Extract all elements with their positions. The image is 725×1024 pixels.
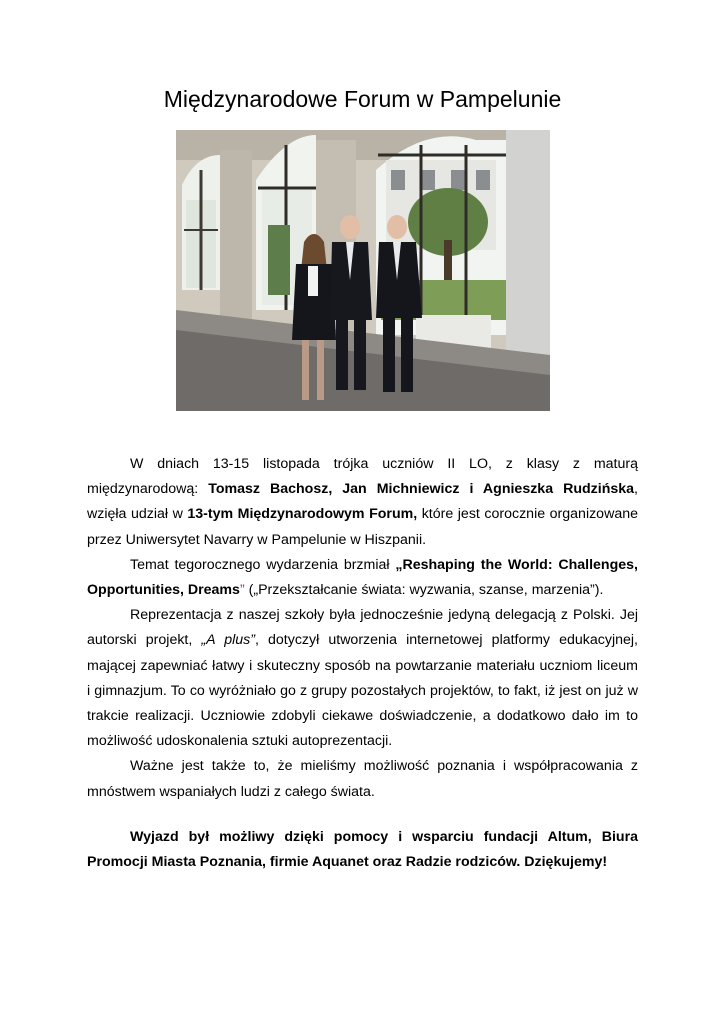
paragraph-1-text-b: , wzięła udział w [87,481,638,523]
paragraph-3-text-a: Reprezentacja z naszej szkoły była jednocześnie jedyną delegacją z Polski. Jej autorski projekt, [87,607,638,649]
paragraph-2 [87,553,638,603]
paragraph-2-text-a: Temat tegorocznego wydarzenia brzmiał [130,556,396,573]
paragraph-2-text-b: („Przekształcanie świata: wyzwania, szanse, marzenia”). [244,582,604,599]
event-theme: „Reshaping the World: Challenges, Opportunities, Dreams [87,556,638,599]
photo-students-in-hall-icon [176,130,550,411]
paragraph-1-text-c: które jest corocznie organizowane przez Uniwersytet Navarry w Pampelunie w Hiszpanii. [87,506,638,548]
paragraph-1-text-a: W dniach 13-15 listopada trójka uczniów II LO, z klasy z maturą międzynarodową: [87,456,638,498]
paragraph-3 [87,603,638,754]
theme-closing-quote: ” [239,582,245,599]
paragraph-3-text-b: , dotyczył utworzenia internetowej platformy edukacyjnej, mającej zapewniać łatwy i skuteczny sposób na powtarzanie materiału uczniom liceum i gimnazjum. To co wyróżniało go z grupy pozostałych projektów, to fakt, iż jest on już w trakcie realizacji. Uczniowie zdobyli ciekawe doświadczenie, a dodatkowo dało im to możliwość udoskonalenia sztuki autoprezentacji. [87,632,638,750]
article-body [87,452,638,875]
page-title: Międzynarodowe Forum w Pampelunie [163,86,562,112]
forum-name: 13-tym Międzynarodowym Forum, [187,506,418,523]
paragraph-1 [87,452,638,553]
thanks-text: Wyjazd był możliwy dzięki pomocy i wsparciu fundacji Altum, Biura Promocji Miasta Poznania, firmie Aquanet oraz Radzie rodziców. Dziękujemy! [87,828,638,871]
paragraph-5-thanks [87,825,638,875]
photo [176,130,550,411]
project-name: „A plus” [201,632,255,649]
paragraph-4: Ważne jest także to, że mieliśmy możliwość poznania i współpracowania z mnóstwem wspaniałych ludzi z całego świata. [87,758,638,800]
participant-names: Tomasz Bachosz, Jan Michniewicz i Agnieszka Rudzińska [208,481,635,498]
